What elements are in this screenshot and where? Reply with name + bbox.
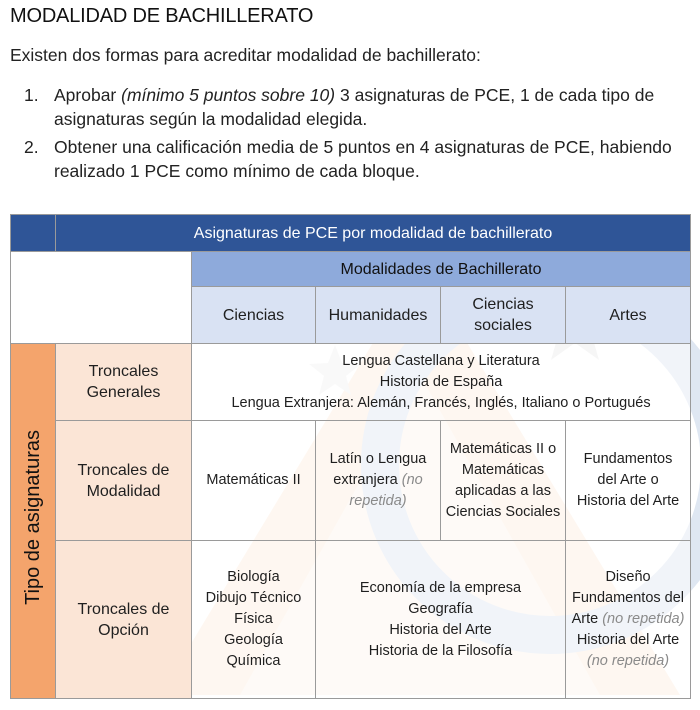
subject: Lengua Castellana y Literatura: [342, 352, 540, 369]
option-text-after: 3 asignaturas de PCE, 1 de cada tipo de asignaturas según la modalidad elegida.: [54, 85, 655, 129]
options-list: [24, 83, 694, 187]
option-italic-note: (mínimo 5 puntos sobre 10): [121, 85, 336, 105]
subject-note: (no repetida): [349, 472, 423, 509]
header-corner: [11, 215, 56, 252]
subject: Latín o Lengua extranjera: [329, 451, 427, 488]
intro-text: Existen dos formas para acreditar modalidad de bachillerato:: [10, 45, 481, 65]
opcion-humanidades-sociales: [316, 541, 566, 699]
modality-artes: Artes: [566, 287, 691, 344]
modality-humanidades: Humanidades: [316, 287, 441, 344]
opcion-ciencias: [192, 541, 316, 699]
row-label-modalidad: Troncales de Modalidad: [56, 421, 192, 541]
row-group-label-cell: [11, 344, 56, 699]
modalidad-artes: Fundamentos del Arte o Historia del Arte: [566, 421, 691, 541]
subject: Fundamentos del Arte: [571, 590, 685, 627]
option-text: Obtener una calificación media de 5 puntos en 4 asignaturas de PCE, habiendo realizado 1 PCE como mínimo de cada bloque.: [54, 137, 672, 181]
subject: Lengua Extranjera: Alemán, Francés, Inglés, Italiano o Portugués: [231, 394, 651, 411]
row-label-generales: Troncales Generales: [56, 344, 192, 421]
modalidad-ciencias-sociales: Matemáticas II o Matemáticas aplicadas a las Ciencias Sociales: [441, 421, 566, 541]
row-label-opcion: Troncales de Opción: [56, 541, 192, 699]
subject: Historia del Arte: [576, 632, 680, 648]
generales-subjects: [192, 344, 691, 421]
row-group-label: Tipo de asignaturas: [21, 430, 44, 605]
subject: Historia de España: [379, 373, 503, 390]
subject: Geografía: [408, 600, 473, 617]
opcion-artes: [566, 541, 691, 699]
modalidad-ciencias: Matemáticas II: [192, 421, 316, 541]
option-text-before: Aprobar: [54, 85, 122, 105]
subject: Economía de la empresa: [359, 579, 522, 596]
list-item: [24, 135, 694, 183]
pce-table: [10, 214, 691, 699]
subject: Geología: [224, 632, 283, 648]
modalities-header: Modalidades de Bachillerato: [192, 252, 691, 287]
modality-ciencias-sociales: Ciencias sociales: [441, 287, 566, 344]
list-number: 1.: [24, 85, 39, 105]
subject: Física: [234, 611, 273, 627]
subject: Química: [226, 653, 281, 669]
header-blank-cell: [11, 252, 192, 344]
subject: Diseño: [605, 569, 651, 585]
subject: Historia de la Filosofía: [368, 642, 513, 659]
table-main-header: Asignaturas de PCE por modalidad de bachillerato: [56, 215, 691, 252]
subject: Biología: [227, 569, 280, 585]
subject: Historia del Arte: [389, 621, 492, 638]
subject-note: (no repetida): [586, 653, 670, 669]
modalidad-humanidades: [316, 421, 441, 541]
subject: Dibujo Técnico: [205, 590, 302, 606]
subject-note: (no repetida): [602, 611, 685, 627]
page-title: MODALIDAD DE BACHILLERATO: [10, 5, 314, 27]
modality-ciencias: Ciencias: [192, 287, 316, 344]
list-number: 2.: [24, 137, 39, 157]
list-item: [24, 83, 694, 131]
